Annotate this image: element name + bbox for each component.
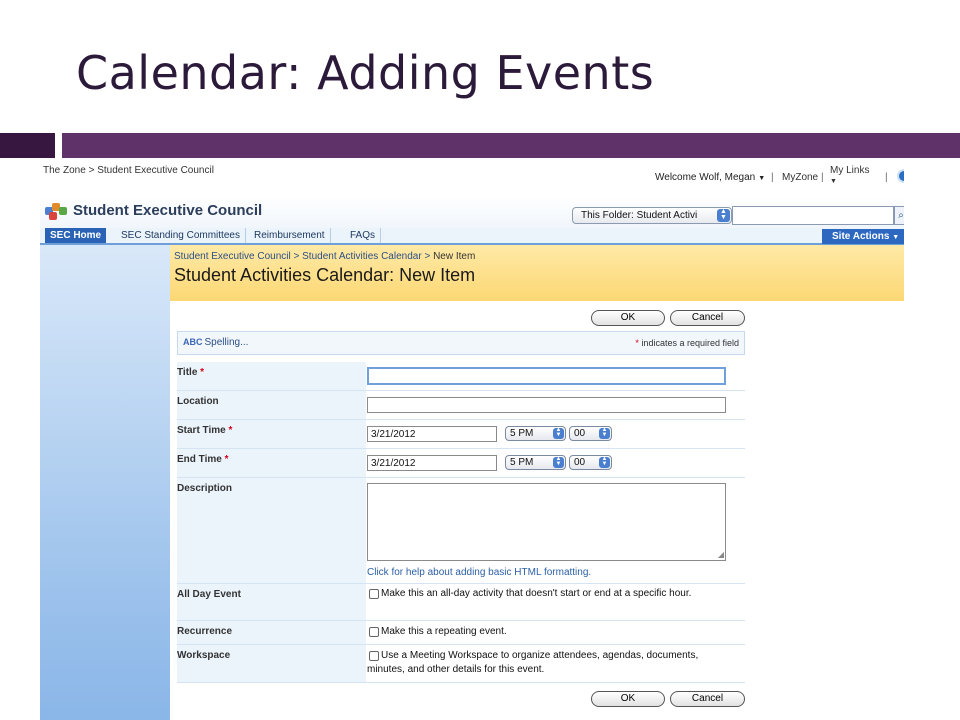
start-time-label-text: Start Time	[177, 425, 226, 436]
end-time-label	[177, 449, 366, 477]
workspace-label: Workspace	[177, 645, 366, 682]
start-hour-select[interactable]	[505, 426, 566, 441]
description-textarea[interactable]	[367, 483, 726, 561]
mylinks-label: My Links	[830, 165, 870, 176]
page-title-area	[170, 245, 904, 301]
end-minute-value: 00	[574, 457, 586, 468]
people-icon	[45, 201, 67, 219]
select-spinner-icon: ▲ ▼	[553, 457, 564, 468]
page-breadcrumb	[174, 251, 475, 262]
html-help-link[interactable]: Click for help about adding basic HTML formatting.	[367, 567, 592, 578]
search-scope-label: This Folder: Student Activi	[581, 210, 698, 221]
all-day-label: All Day Event	[177, 584, 366, 620]
start-time-field-cell	[366, 420, 745, 448]
ok-button[interactable]: OK	[591, 310, 665, 326]
title-field-cell	[366, 362, 745, 390]
cancel-button-bottom[interactable]: Cancel	[670, 691, 745, 707]
form-row-location	[177, 391, 745, 420]
breadcrumb-separator: >	[293, 251, 300, 262]
caret-down-icon: ▼	[758, 175, 766, 182]
end-hour-value: 5 PM	[510, 457, 534, 468]
end-time-field-cell	[366, 449, 745, 477]
form-row-end-time	[177, 449, 745, 478]
help-icon[interactable]	[897, 169, 904, 183]
site-title[interactable]: Student Executive Council	[73, 202, 263, 219]
form-row-recurrence	[177, 621, 745, 645]
form-row-all-day	[177, 584, 745, 621]
start-hour-value: 5 PM	[510, 428, 534, 439]
workspace-field-cell	[366, 645, 745, 682]
tab-sec-standing-committees[interactable]: SEC Standing Committees	[116, 228, 246, 243]
end-time-label-text: End Time	[177, 454, 222, 465]
left-navigation	[40, 245, 170, 720]
site-header	[40, 196, 904, 228]
separator: |	[771, 172, 774, 183]
cancel-button[interactable]: Cancel	[670, 310, 745, 326]
separator: |	[885, 172, 888, 183]
search-scope-select[interactable]	[572, 207, 732, 224]
breadcrumb-separator: >	[424, 251, 431, 262]
start-minute-select[interactable]	[569, 426, 612, 441]
location-field-cell	[366, 391, 745, 419]
tab-sec-home[interactable]: SEC Home	[45, 228, 106, 243]
mylinks-menu[interactable]	[830, 165, 869, 187]
caret-down-icon: ▼	[830, 178, 837, 185]
sharepoint-screenshot	[40, 160, 904, 720]
recurrence-checkbox[interactable]	[369, 627, 379, 637]
required-note	[635, 338, 739, 348]
spelling-label: Spelling...	[204, 337, 249, 348]
breadcrumb-list-link[interactable]: Student Activities Calendar	[302, 251, 422, 262]
slide-title: Calendar: Adding Events	[76, 46, 655, 100]
breadcrumb-site-link[interactable]: Student Executive Council	[174, 251, 291, 262]
tab-faqs[interactable]: FAQs	[345, 228, 381, 243]
select-spinner-icon: ▲ ▼	[553, 428, 564, 439]
title-bar-dark	[0, 133, 55, 158]
required-asterisk: *	[224, 454, 229, 465]
title-label-text: Title	[177, 367, 198, 378]
select-spinner-icon: ▲ ▼	[717, 209, 730, 222]
tab-reimbursement[interactable]: Reimbursement	[249, 228, 331, 243]
start-time-label	[177, 420, 366, 448]
magnifier-icon[interactable]: ⌕	[894, 206, 904, 225]
location-label: Location	[177, 391, 366, 419]
spelling-button[interactable]	[183, 337, 248, 348]
all-day-text: Make this an all-day activity that doesn't start or end at a specific hour.	[381, 588, 692, 599]
page-title: Student Activities Calendar: New Item	[174, 265, 476, 285]
recurrence-field-cell	[366, 621, 745, 644]
required-asterisk: *	[200, 367, 205, 378]
required-asterisk: *	[228, 425, 233, 436]
separator: |	[821, 172, 824, 183]
select-spinner-icon: ▲ ▼	[599, 428, 610, 439]
start-date-input[interactable]: 3/21/2012	[367, 426, 497, 442]
required-note-text: indicates a required field	[641, 338, 739, 348]
resize-grip-icon[interactable]: ◢	[717, 550, 724, 559]
title-label	[177, 362, 366, 390]
spellcheck-icon: ABC	[183, 337, 203, 347]
myzone-link[interactable]: MyZone	[782, 172, 819, 183]
site-actions-label: Site Actions	[832, 231, 890, 242]
all-day-field-cell	[366, 584, 745, 620]
welcome-label: Welcome Wolf, Megan	[655, 172, 756, 183]
title-input[interactable]	[367, 367, 726, 385]
search-input[interactable]	[732, 206, 894, 225]
site-actions-menu[interactable]	[822, 229, 904, 244]
breadcrumb-current: New Item	[433, 251, 476, 262]
workspace-text: Use a Meeting Workspace to organize attendees, agendas, documents, minutes, and other details for this event.	[367, 650, 699, 675]
title-bar-purple	[62, 133, 960, 158]
recurrence-text: Make this a repeating event.	[381, 626, 507, 637]
ok-button-bottom[interactable]: OK	[591, 691, 665, 707]
description-label: Description	[177, 478, 366, 583]
form-toolbar	[177, 331, 745, 355]
start-minute-value: 00	[574, 428, 586, 439]
end-minute-select[interactable]	[569, 455, 612, 470]
description-field-cell	[366, 478, 745, 583]
select-spinner-icon: ▲ ▼	[599, 457, 610, 468]
recurrence-label: Recurrence	[177, 621, 366, 644]
top-nav-tabs	[40, 228, 904, 245]
caret-down-icon: ▼	[892, 234, 900, 241]
form-row-start-time	[177, 420, 745, 449]
form-row-workspace	[177, 645, 745, 683]
global-breadcrumb[interactable]: The Zone > Student Executive Council	[43, 165, 214, 176]
welcome-menu[interactable]	[655, 172, 765, 183]
form-row-description	[177, 478, 745, 584]
global-topbar	[40, 160, 904, 196]
location-input[interactable]	[367, 397, 726, 413]
end-hour-select[interactable]	[505, 455, 566, 470]
required-asterisk: *	[635, 338, 639, 348]
end-date-input[interactable]: 3/21/2012	[367, 455, 497, 471]
form-row-title	[177, 362, 745, 391]
